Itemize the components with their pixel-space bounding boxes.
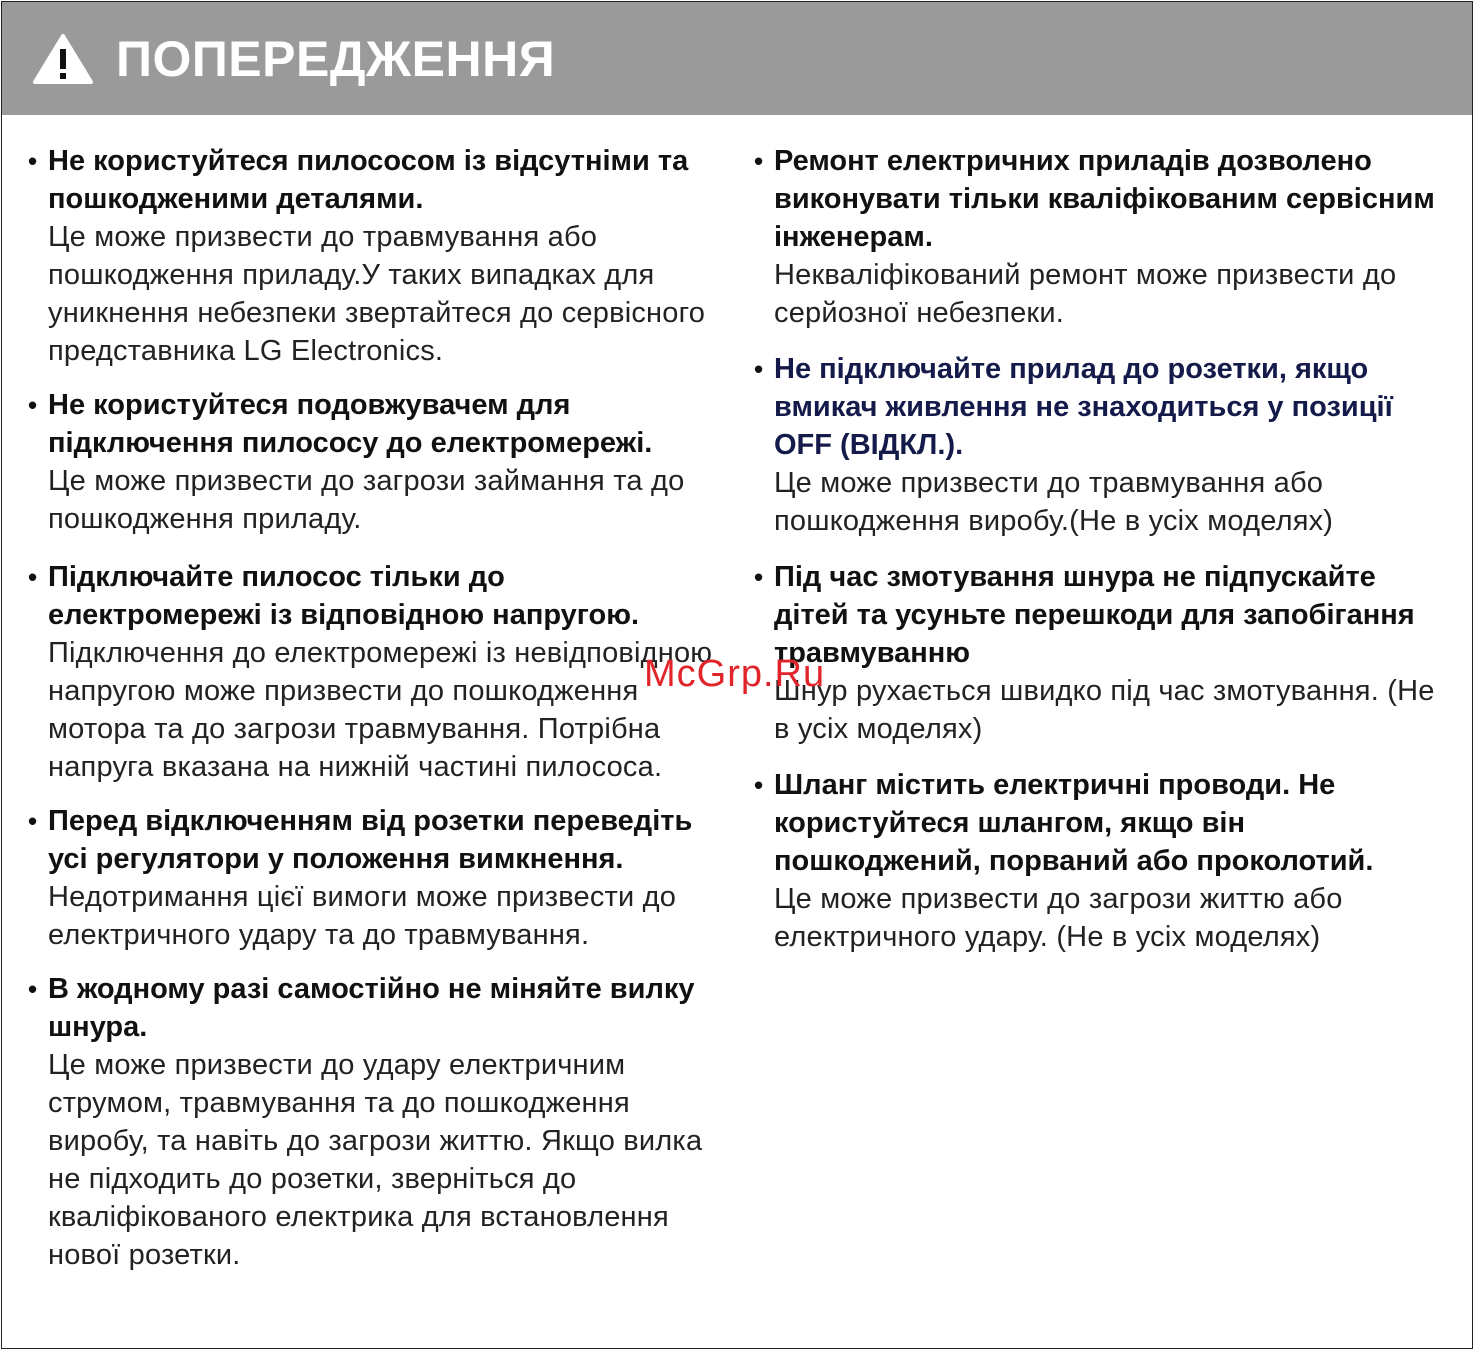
item-title: Не користуйтеся подовжувачем для підключення пилососу до електромережі. <box>48 389 653 459</box>
item-body: Це може призвести до удару електричним струмом, травмування та до пошкодження виробу, та навіть до загрози життю. Якщо вилка не підходить до розетки, зверніться до кваліфікованого електрика для встановлення нової розетки. <box>48 1049 703 1271</box>
item-body: Підключення до електромережі із невідповідною напругою може призвести до пошкодження мотора та до загрози травмування. Потрібна напруга вказана на нижній частині пилососа. <box>48 637 713 783</box>
warning-item <box>26 970 726 1274</box>
item-title: В жодному разі самостійно не міняйте вилку шнура. <box>48 973 695 1043</box>
item-title: Шланг містить електричні проводи. Не користуйтеся шлангом, якщо він пошкоджений, порваний або проколотий. <box>774 769 1374 877</box>
item-title: Перед відключенням від розетки переведіть усі регулятори у положення вимкнення. <box>48 805 693 875</box>
item-body: Некваліфікований ремонт може призвести до серйозної небезпеки. <box>774 259 1397 329</box>
warning-item <box>26 386 726 538</box>
warning-item <box>752 350 1452 540</box>
item-title: Під час змотування шнура не підпускайте дітей та усуньте перешкоди для запобігання травмуванню <box>774 561 1415 669</box>
item-body: Це може призвести до травмування або пошкодження виробу.(Не в усіх моделях) <box>774 467 1334 537</box>
item-title: Не підключайте прилад до розетки, якщо вмикач живлення не знаходиться у позиції OFF (ВІДКЛ.). <box>774 353 1393 461</box>
warning-page <box>1 1 1473 1349</box>
warning-item <box>752 558 1452 748</box>
item-title: Підключайте пилосос тільки до електромережі із відповідною напругою. <box>48 561 640 631</box>
warning-header <box>2 2 1472 115</box>
bullet-icon: • <box>28 146 38 176</box>
left-column <box>26 142 726 1274</box>
warning-item <box>752 142 1452 332</box>
bullet-icon: • <box>754 146 764 176</box>
right-column <box>752 142 1452 956</box>
warning-item <box>26 142 726 370</box>
warning-item <box>26 802 726 954</box>
item-body: Це може призвести до загрози займання та до пошкодження приладу. <box>48 465 685 535</box>
warning-item <box>26 558 726 786</box>
warning-item <box>752 766 1452 956</box>
item-body: Шнур рухається швидко під час змотування. (Не в усіх моделях) <box>774 675 1435 745</box>
bullet-icon: • <box>754 770 764 800</box>
item-title: Ремонт електричних приладів дозволено виконувати тільки кваліфікованим сервісним інженерам. <box>774 145 1435 253</box>
bullet-icon: • <box>754 354 764 384</box>
watermark: McGrp.Ru <box>644 653 826 695</box>
item-body: Це може призвести до травмування або пошкодження приладу.У таких випадках для уникнення небезпеки звертайтеся до сервісного представника LG Electronics. <box>48 221 706 367</box>
item-body: Недотримання цієї вимоги може призвести до електричного удару та до травмування. <box>48 881 677 951</box>
bullet-icon: • <box>28 974 38 1004</box>
bullet-icon: • <box>28 390 38 420</box>
item-title: Не користуйтеся пилососом із відсутніми та пошкодженими деталями. <box>48 145 689 215</box>
bullet-icon: • <box>28 806 38 836</box>
warning-triangle-icon <box>32 33 94 85</box>
item-body: Це може призвести до загрози життю або електричного удару. (Не в усіх моделях) <box>774 883 1343 953</box>
bullet-icon: • <box>28 562 38 592</box>
page-title: ПОПЕРЕДЖЕННЯ <box>116 30 556 87</box>
bullet-icon: • <box>754 562 764 592</box>
